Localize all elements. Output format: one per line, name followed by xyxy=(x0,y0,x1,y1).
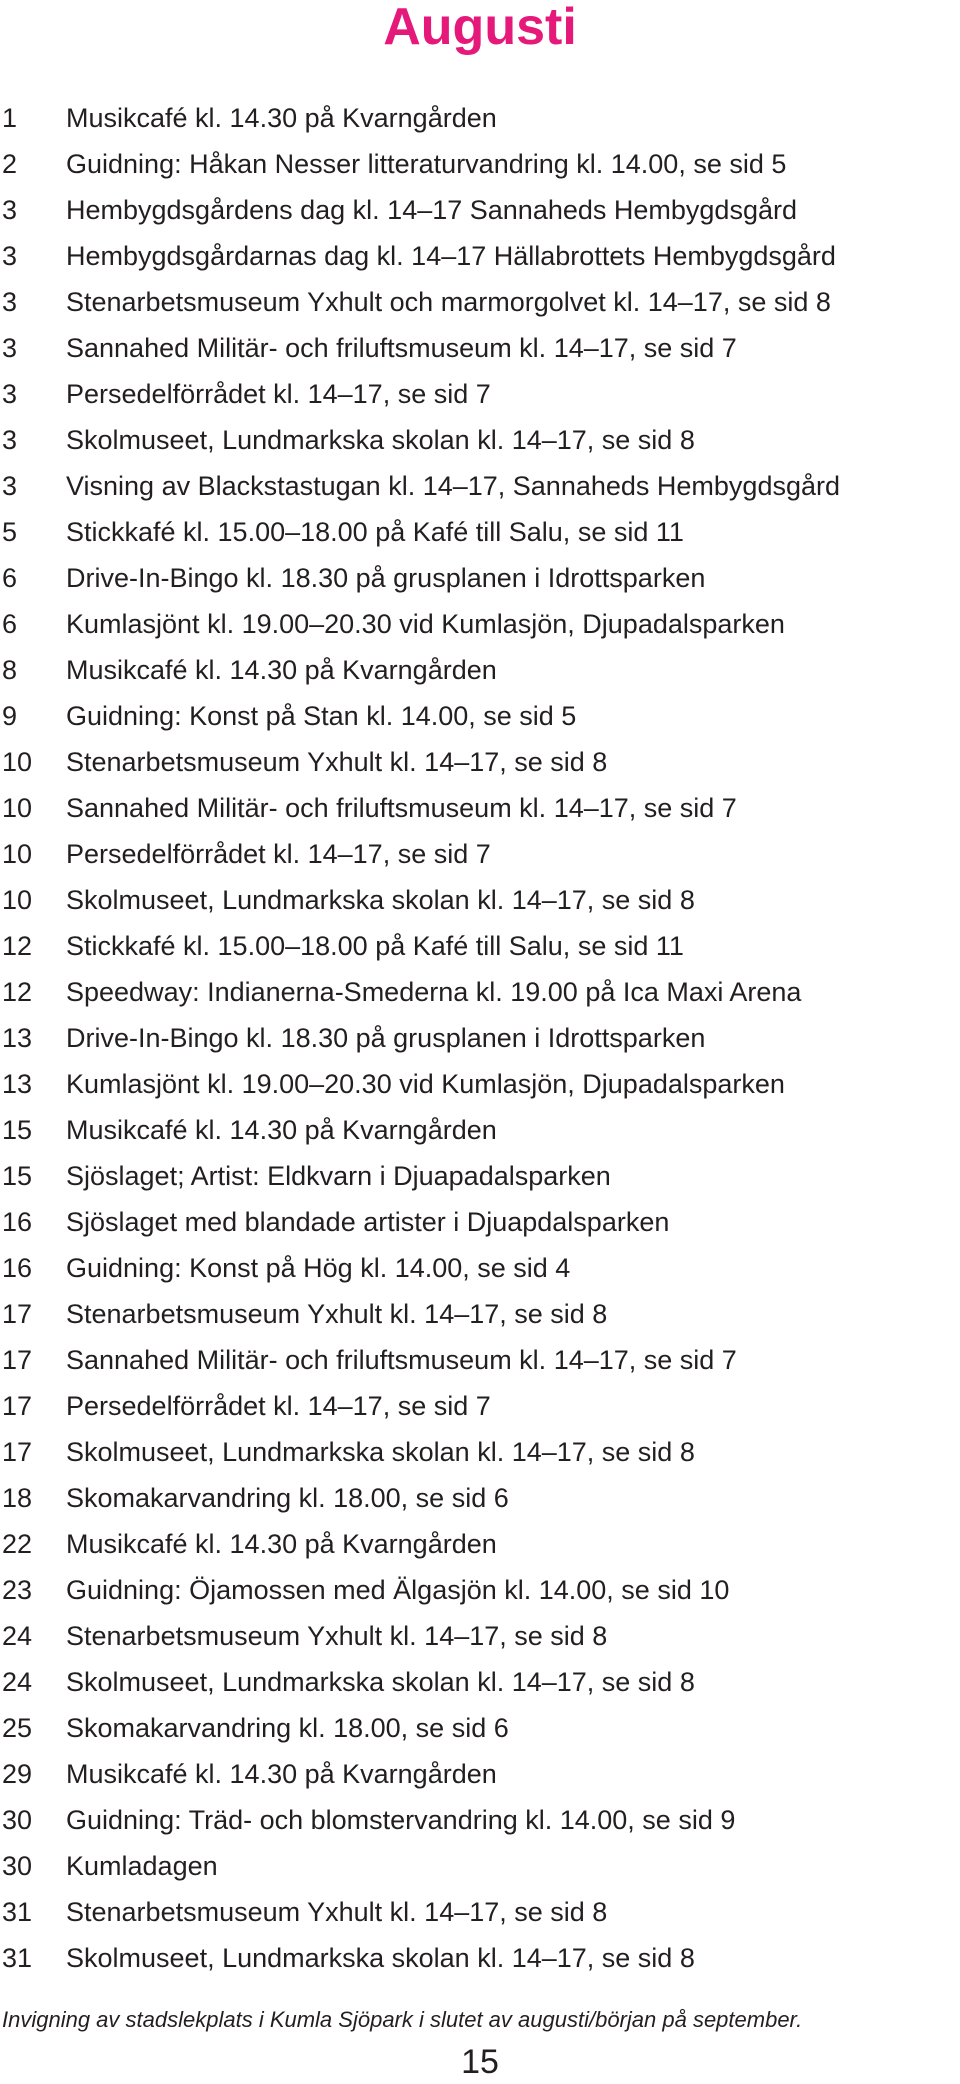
event-day: 2 xyxy=(2,149,18,179)
event-row xyxy=(0,1889,960,1935)
event-row xyxy=(0,279,960,325)
event-day: 10 xyxy=(2,839,33,869)
event-day: 15 xyxy=(2,1115,33,1145)
event-description: Stenarbetsmuseum Yxhult och marmorgolvet kl. 14–17, se sid 8 xyxy=(66,287,831,317)
event-description: Visning av Blackstastugan kl. 14–17, Sannaheds Hembygdsgård xyxy=(66,471,840,501)
event-day: 10 xyxy=(2,885,33,915)
event-day: 3 xyxy=(2,333,18,363)
event-description: Guidning: Träd- och blomstervandring kl. 14.00, se sid 9 xyxy=(66,1805,736,1835)
event-description: Musikcafé kl. 14.30 på Kvarngården xyxy=(66,1115,497,1145)
event-description: Stenarbetsmuseum Yxhult kl. 14–17, se sid 8 xyxy=(66,1621,608,1651)
event-day: 17 xyxy=(2,1299,33,1329)
event-row xyxy=(0,95,960,141)
event-description: Skolmuseet, Lundmarkska skolan kl. 14–17, se sid 8 xyxy=(66,885,695,915)
event-description: Musikcafé kl. 14.30 på Kvarngården xyxy=(66,655,497,685)
event-description: Stenarbetsmuseum Yxhult kl. 14–17, se sid 8 xyxy=(66,747,608,777)
event-description: Skolmuseet, Lundmarkska skolan kl. 14–17, se sid 8 xyxy=(66,425,695,455)
event-day: 17 xyxy=(2,1391,33,1421)
event-description: Sannahed Militär- och friluftsmuseum kl. 14–17, se sid 7 xyxy=(66,333,737,363)
event-day: 16 xyxy=(2,1207,33,1237)
event-row xyxy=(0,1337,960,1383)
event-day: 17 xyxy=(2,1437,33,1467)
page-number: 15 xyxy=(461,2043,499,2081)
event-description: Drive-In-Bingo kl. 18.30 på grusplanen i Idrottsparken xyxy=(66,563,706,593)
event-day: 3 xyxy=(2,425,18,455)
event-description: Hembygdsgårdens dag kl. 14–17 Sannaheds Hembygdsgård xyxy=(66,195,797,225)
event-row xyxy=(0,1567,960,1613)
event-description: Drive-In-Bingo kl. 18.30 på grusplanen i Idrottsparken xyxy=(66,1023,706,1053)
event-description: Sannahed Militär- och friluftsmuseum kl. 14–17, se sid 7 xyxy=(66,793,737,823)
event-list xyxy=(0,95,960,1981)
event-description: Musikcafé kl. 14.30 på Kvarngården xyxy=(66,1759,497,1789)
event-description: Skolmuseet, Lundmarkska skolan kl. 14–17, se sid 8 xyxy=(66,1943,695,1973)
event-description: Skomakarvandring kl. 18.00, se sid 6 xyxy=(66,1483,509,1513)
event-row xyxy=(0,601,960,647)
event-description: Guidning: Håkan Nesser litteraturvandring kl. 14.00, se sid 5 xyxy=(66,149,787,179)
event-description: Stenarbetsmuseum Yxhult kl. 14–17, se sid 8 xyxy=(66,1299,608,1329)
event-description: Guidning: Konst på Hög kl. 14.00, se sid 4 xyxy=(66,1253,571,1283)
event-description: Musikcafé kl. 14.30 på Kvarngården xyxy=(66,1529,497,1559)
event-description: Sjöslaget med blandade artister i Djuapdalsparken xyxy=(66,1207,670,1237)
event-row xyxy=(0,555,960,601)
event-description: Kumlasjönt kl. 19.00–20.30 vid Kumlasjön, Djupadalsparken xyxy=(66,609,785,639)
event-day: 13 xyxy=(2,1023,33,1053)
event-day: 29 xyxy=(2,1759,33,1789)
event-day: 13 xyxy=(2,1069,33,1099)
event-row xyxy=(0,1935,960,1981)
event-row xyxy=(0,739,960,785)
event-row xyxy=(0,371,960,417)
event-day: 18 xyxy=(2,1483,33,1513)
event-description: Stickkafé kl. 15.00–18.00 på Kafé till Salu, se sid 11 xyxy=(66,517,684,547)
event-row xyxy=(0,877,960,923)
event-day: 31 xyxy=(2,1943,33,1973)
event-description: Kumlasjönt kl. 19.00–20.30 vid Kumlasjön, Djupadalsparken xyxy=(66,1069,785,1099)
event-row xyxy=(0,1015,960,1061)
event-row xyxy=(0,693,960,739)
event-description: Persedelförrådet kl. 14–17, se sid 7 xyxy=(66,379,491,409)
event-row xyxy=(0,785,960,831)
event-row xyxy=(0,1475,960,1521)
event-description: Guidning: Öjamossen med Älgasjön kl. 14.00, se sid 10 xyxy=(66,1575,730,1605)
event-row xyxy=(0,141,960,187)
event-day: 24 xyxy=(2,1667,33,1697)
event-day: 30 xyxy=(2,1805,33,1835)
event-description: Musikcafé kl. 14.30 på Kvarngården xyxy=(66,103,497,133)
event-day: 6 xyxy=(2,609,18,639)
event-day: 5 xyxy=(2,517,18,547)
event-day: 3 xyxy=(2,471,18,501)
page-title: Augusti xyxy=(383,0,577,56)
event-description: Speedway: Indianerna-Smederna kl. 19.00 på Ica Maxi Arena xyxy=(66,977,802,1007)
event-description: Skolmuseet, Lundmarkska skolan kl. 14–17, se sid 8 xyxy=(66,1437,695,1467)
event-day: 3 xyxy=(2,195,18,225)
event-day: 16 xyxy=(2,1253,33,1283)
event-day: 10 xyxy=(2,793,33,823)
event-description: Sannahed Militär- och friluftsmuseum kl. 14–17, se sid 7 xyxy=(66,1345,737,1375)
event-description: Guidning: Konst på Stan kl. 14.00, se sid 5 xyxy=(66,701,577,731)
event-row xyxy=(0,923,960,969)
event-row xyxy=(0,1613,960,1659)
event-row xyxy=(0,1705,960,1751)
event-description: Skomakarvandring kl. 18.00, se sid 6 xyxy=(66,1713,509,1743)
footnote: Invigning av stadslekplats i Kumla Sjöpark i slutet av augusti/början på september. xyxy=(2,2007,803,2032)
event-day: 30 xyxy=(2,1851,33,1881)
event-row xyxy=(0,1843,960,1889)
event-description: Skolmuseet, Lundmarkska skolan kl. 14–17, se sid 8 xyxy=(66,1667,695,1697)
event-row xyxy=(0,1751,960,1797)
event-day: 3 xyxy=(2,241,18,271)
event-description: Persedelförrådet kl. 14–17, se sid 7 xyxy=(66,1391,491,1421)
event-row xyxy=(0,1521,960,1567)
event-row xyxy=(0,1199,960,1245)
event-row xyxy=(0,647,960,693)
event-row xyxy=(0,509,960,555)
event-day: 12 xyxy=(2,931,33,961)
event-row xyxy=(0,1383,960,1429)
event-row xyxy=(0,1429,960,1475)
event-row xyxy=(0,325,960,371)
event-description: Kumladagen xyxy=(66,1851,218,1881)
event-row xyxy=(0,1797,960,1843)
event-row xyxy=(0,1061,960,1107)
event-row xyxy=(0,1107,960,1153)
event-day: 31 xyxy=(2,1897,33,1927)
event-day: 3 xyxy=(2,379,18,409)
event-day: 6 xyxy=(2,563,18,593)
event-description: Persedelförrådet kl. 14–17, se sid 7 xyxy=(66,839,491,869)
event-day: 8 xyxy=(2,655,18,685)
event-day: 25 xyxy=(2,1713,33,1743)
event-row xyxy=(0,969,960,1015)
event-row xyxy=(0,1659,960,1705)
event-day: 24 xyxy=(2,1621,33,1651)
event-row xyxy=(0,1245,960,1291)
event-description: Hembygdsgårdarnas dag kl. 14–17 Hällabrottets Hembygdsgård xyxy=(66,241,836,271)
event-row xyxy=(0,1153,960,1199)
event-description: Stickkafé kl. 15.00–18.00 på Kafé till Salu, se sid 11 xyxy=(66,931,684,961)
event-description: Stenarbetsmuseum Yxhult kl. 14–17, se sid 8 xyxy=(66,1897,608,1927)
event-day: 23 xyxy=(2,1575,33,1605)
event-row xyxy=(0,1291,960,1337)
event-row xyxy=(0,463,960,509)
event-description: Sjöslaget; Artist: Eldkvarn i Djuapadalsparken xyxy=(66,1161,611,1191)
event-row xyxy=(0,831,960,877)
event-day: 15 xyxy=(2,1161,33,1191)
event-row xyxy=(0,233,960,279)
event-row xyxy=(0,187,960,233)
event-day: 9 xyxy=(2,701,18,731)
event-day: 1 xyxy=(2,103,18,133)
event-day: 22 xyxy=(2,1529,33,1559)
event-day: 12 xyxy=(2,977,33,1007)
event-row xyxy=(0,417,960,463)
event-day: 3 xyxy=(2,287,18,317)
event-day: 17 xyxy=(2,1345,33,1375)
event-day: 10 xyxy=(2,747,33,777)
